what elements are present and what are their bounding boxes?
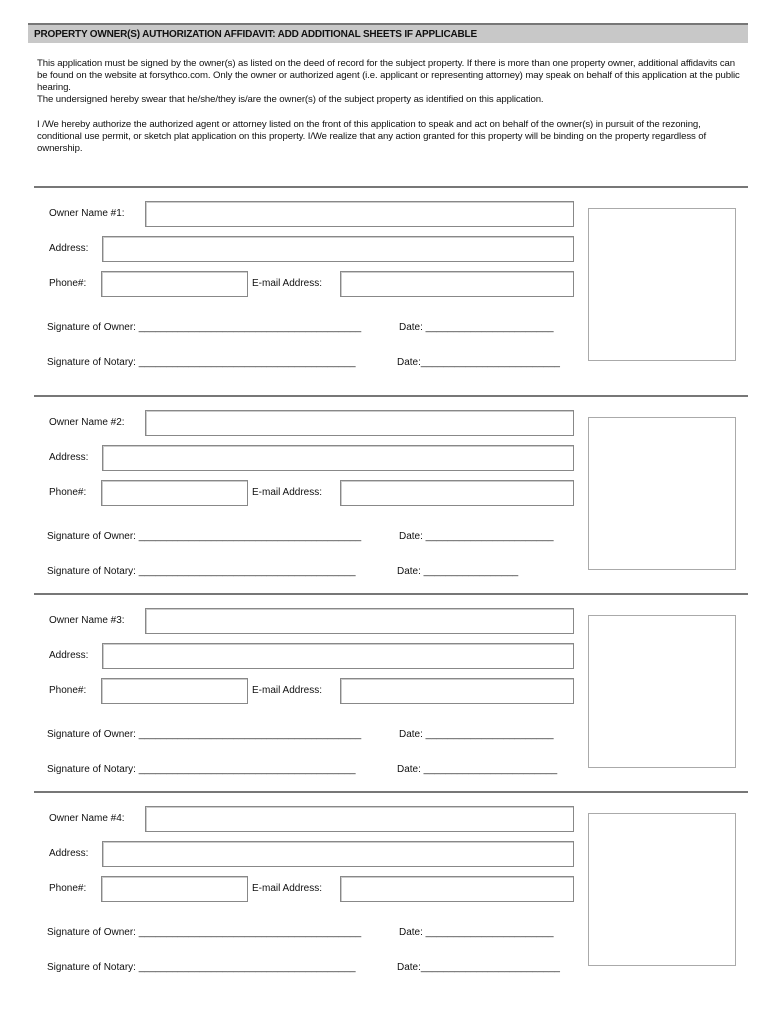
email-label: E-mail Address:	[252, 883, 323, 894]
intro-paragraph-2: I /We hereby authorize the authorized agent or attorney listed on the front of this application to speak and act on behalf of the owner(s) in pursuit of the rezoning, conditional use permit, or sketch plat application on this property. I/We realize that any action granted for this property will be binding on the property regardless of ownership.	[37, 119, 707, 154]
address-field[interactable]	[102, 643, 574, 669]
owner-date-line[interactable]: Date: _______________________	[399, 531, 554, 542]
notary-signature-line[interactable]: Signature of Notary: _______________________________________	[47, 764, 356, 775]
notary-date-line[interactable]: Date:_________________________	[397, 357, 560, 368]
header-title: PROPERTY OWNER(S) AUTHORIZATION AFFIDAVIT: ADD ADDITIONAL SHEETS IF APPLICABLE	[34, 29, 477, 40]
section-header	[28, 23, 748, 43]
notary-seal-box	[588, 417, 736, 570]
owner-name-field[interactable]	[145, 608, 574, 634]
owner-signature-line[interactable]: Signature of Owner: ________________________________________	[47, 729, 362, 740]
intro-text-1: This application must be signed by the owner(s) as listed on the deed of record for the subject property. If there is more than one property owner, additional affidavits can be found on the website at forsythco.com. Only the owner or authorized agent (i.e. applicant or representing attorney) may speak on behalf of this application at the public hearing.	[37, 58, 740, 93]
phone-label: Phone#:	[49, 278, 87, 289]
owner-section-3	[0, 593, 770, 793]
section-divider	[34, 186, 748, 188]
owner-signature-line[interactable]: Signature of Owner: ________________________________________	[47, 927, 362, 938]
phone-label: Phone#:	[49, 685, 87, 696]
section-divider	[34, 791, 748, 793]
address-label: Address:	[49, 452, 89, 463]
owner-section-1	[0, 186, 770, 386]
address-field[interactable]	[102, 445, 574, 471]
owner-section-4	[0, 791, 770, 991]
phone-label: Phone#:	[49, 883, 87, 894]
phone-field[interactable]	[101, 480, 248, 506]
email-label: E-mail Address:	[252, 487, 323, 498]
owner-name-field[interactable]	[145, 201, 574, 227]
owner-name-label: Owner Name #4:	[49, 813, 125, 824]
owner-name-label: Owner Name #1:	[49, 208, 125, 219]
section-divider	[34, 395, 748, 397]
owner-name-field[interactable]	[145, 806, 574, 832]
notary-seal-box	[588, 813, 736, 966]
owner-name-field[interactable]	[145, 410, 574, 436]
email-field[interactable]	[340, 678, 574, 704]
email-label: E-mail Address:	[252, 685, 323, 696]
intro-paragraph-1	[37, 58, 747, 106]
notary-seal-box	[588, 615, 736, 768]
address-label: Address:	[49, 243, 89, 254]
address-field[interactable]	[102, 236, 574, 262]
owner-date-line[interactable]: Date: _______________________	[399, 322, 554, 333]
notary-signature-line[interactable]: Signature of Notary: _______________________________________	[47, 566, 356, 577]
phone-field[interactable]	[101, 271, 248, 297]
owner-name-label: Owner Name #2:	[49, 417, 125, 428]
phone-field[interactable]	[101, 876, 248, 902]
intro-text-2: The undersigned hereby swear that he/she/they is/are the owner(s) of the subject property as identified on this application.	[37, 94, 544, 105]
phone-field[interactable]	[101, 678, 248, 704]
owner-signature-line[interactable]: Signature of Owner: ________________________________________	[47, 531, 362, 542]
notary-signature-line[interactable]: Signature of Notary: _______________________________________	[47, 962, 356, 973]
address-label: Address:	[49, 848, 89, 859]
email-field[interactable]	[340, 480, 574, 506]
notary-signature-line[interactable]: Signature of Notary: _______________________________________	[47, 357, 356, 368]
owner-date-line[interactable]: Date: _______________________	[399, 927, 554, 938]
email-label: E-mail Address:	[252, 278, 323, 289]
email-field[interactable]	[340, 271, 574, 297]
notary-date-line[interactable]: Date:_________________________	[397, 962, 560, 973]
owner-signature-line[interactable]: Signature of Owner: ________________________________________	[47, 322, 362, 333]
section-divider	[34, 593, 748, 595]
address-label: Address:	[49, 650, 89, 661]
email-field[interactable]	[340, 876, 574, 902]
owner-date-line[interactable]: Date: _______________________	[399, 729, 554, 740]
notary-seal-box	[588, 208, 736, 361]
address-field[interactable]	[102, 841, 574, 867]
phone-label: Phone#:	[49, 487, 87, 498]
notary-date-line[interactable]: Date: ________________________	[397, 764, 558, 775]
owner-name-label: Owner Name #3:	[49, 615, 125, 626]
owner-section-2	[0, 395, 770, 595]
notary-date-line[interactable]: Date: _________________	[397, 566, 519, 577]
